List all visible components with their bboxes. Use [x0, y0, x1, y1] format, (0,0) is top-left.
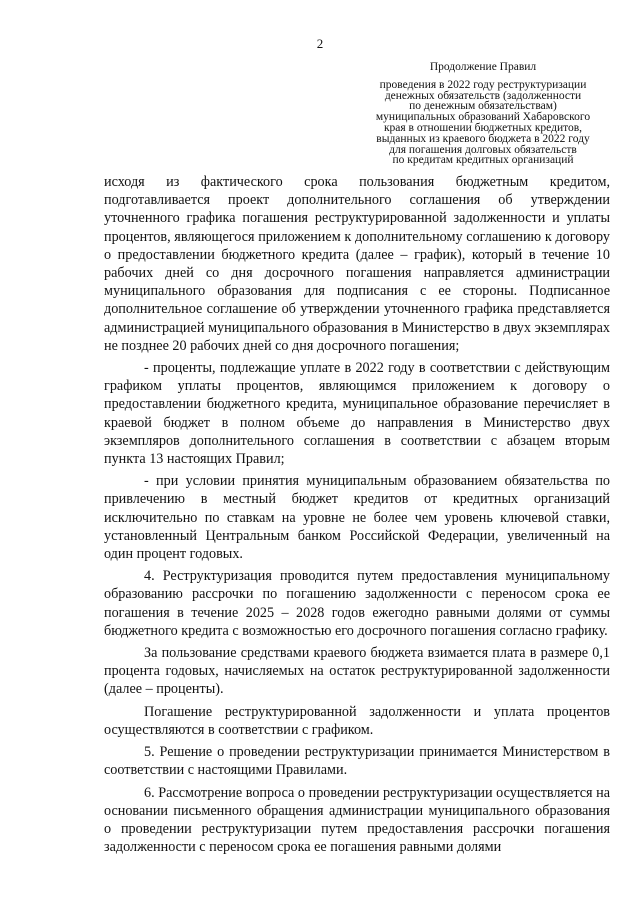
continuation-header	[358, 62, 608, 166]
document-body	[104, 173, 610, 860]
paragraph: 6. Рассмотрение вопроса о проведении реструктуризации осуществляется на основании письменного обращения администрации муниципального образования о проведении реструктуризации путем предоставления рассрочки погашения задолженности с переносом срока ее погашения равными долями	[104, 784, 610, 856]
header-line: по кредитам кредитных организаций	[392, 154, 574, 167]
paragraph: 4. Реструктуризация проводится путем предоставления муниципальному образованию рассрочки по погашению задолженности с переносом срока ее погашения в течение 2025 – 2028 годов ежегодно равными долями от суммы бюджетного кредита с возможностью его досрочного погашения согласно графику.	[104, 568, 610, 639]
header-line: проведения в 2022 году реструктуризации	[379, 78, 587, 91]
header-title: Продолжение Правил	[429, 61, 537, 73]
page-number: 2	[316, 36, 324, 51]
header-line: выданных из краевого бюджета в 2022 году	[376, 132, 590, 145]
paragraph: исходя из фактического срока пользования бюджетным кредитом, подготавливается проект дополнительного соглашения об утверждении уточненного графика погашения реструктурированной задолженности и уплаты процентов, являющегося приложением к дополнительному соглашению к договору о предоставлении бюджетного кредита (далее – график), который в течение 10 рабочих дней со дня досрочного погашения направляется администрации муниципального образования для подписания с ее стороны. Подписанное дополнительное соглашение об утверждении уточненного графика представляется администрацией муниципального образования в Министерство в двух экземплярах не позднее 20 рабочих дней со дня досрочного погашения;	[104, 174, 610, 354]
paragraph: За пользование средствами краевого бюджета взимается плата в размере 0,1 процента годовых, начисляемых на остаток реструктурированной задолженности (далее – проценты).	[104, 645, 610, 698]
header-line: для погашения долговых обязательств	[389, 143, 577, 156]
paragraph: 5. Решение о проведении реструктуризации принимается Министерством в соответствии с настоящими Правилами.	[104, 744, 610, 779]
paragraph: - проценты, подлежащие уплате в 2022 году в соответствии с действующим графиком уплаты процентов, являющимся приложением к договору о предоставлении бюджетного кредита, муниципальное образование перечисляет в краевой бюджет в полном объеме до направления в Министерство двух экземпляров дополнительного соглашения в соответствии с абзацем вторым пункта 13 настоящих Правил;	[104, 360, 610, 468]
header-line: муниципальных образований Хабаровского	[375, 111, 591, 124]
paragraph: - при условии принятия муниципальным образованием обязательства по привлечению в местный бюджет кредитов от кредитных организаций исключительно по ставкам на уровне не более чем уровень ключевой ставки, установленный Центральным банком Российской Федерации, увеличенный на один процент годовых.	[104, 473, 610, 563]
header-line: денежных обязательств (задолженности	[384, 89, 582, 102]
header-line: края в отношении бюджетных кредитов,	[383, 121, 583, 134]
header-line: по денежным обязательствам)	[409, 100, 557, 113]
paragraph: Погашение реструктурированной задолженности и уплата процентов осуществляются в соответствии с графиком.	[104, 703, 610, 738]
